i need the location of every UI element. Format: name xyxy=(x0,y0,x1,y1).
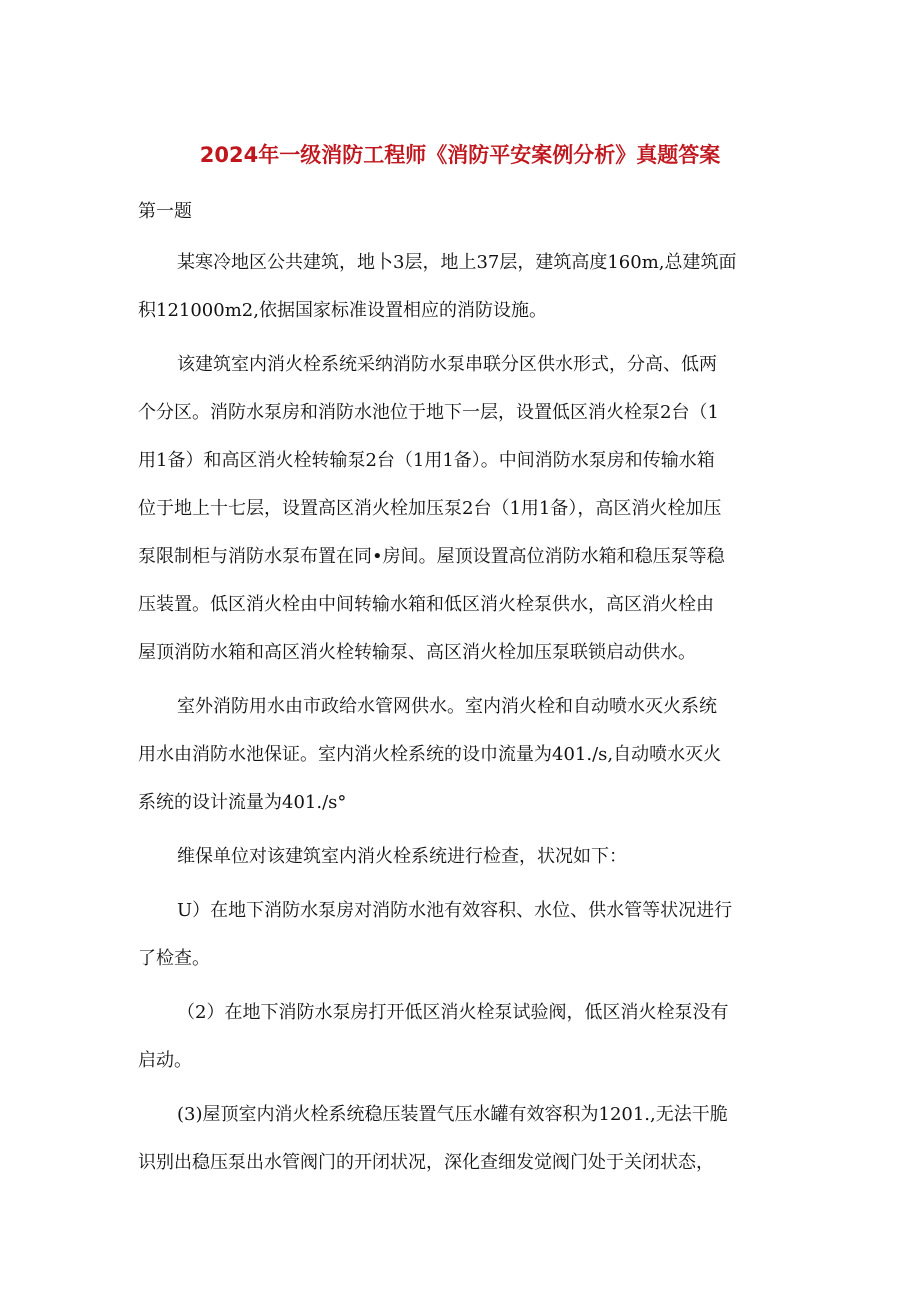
paragraph-2-line-3: 用1备）和高区消火栓转输泵2台（1用1备）。中间消防水泵房和传输水箱 xyxy=(138,450,715,471)
paragraph-5-line-2: 了检查。 xyxy=(138,948,210,969)
paragraph-3-line-2: 用水由消防水池保证。室内消火栓系统的设巾流量为401./s,自动喷水灭火 xyxy=(138,744,722,765)
paragraph-2-line-2: 个分区。消防水泵房和消防水池位于地下一层，设置低区消火栓泵2台（1 xyxy=(138,402,719,423)
section-heading: 第一题 xyxy=(138,201,192,222)
paragraph-3-line-1: 室外消防用水由市政给水管网供水。室内消火栓和自动喷水灭火系统 xyxy=(177,696,717,717)
paragraph-6-line-2: 启动。 xyxy=(138,1050,192,1071)
paragraph-5-line-1: U）在地下消防水泵房对消防水池有效容积、水位、供水管等状况进行 xyxy=(177,900,733,921)
paragraph-4-line-1: 维保单位对该建筑室内消火栓系统进行检查，状况如下： xyxy=(177,846,627,867)
paragraph-3-line-3: 系统的设计流量为401./s° xyxy=(138,792,347,813)
paragraph-7-line-2: 识别出稳压泵出水管阀门的开闭状况，深化查细发觉阀门处于关闭状态， xyxy=(138,1152,714,1173)
paragraph-1-line-2: 积121000m2,依据国家标准设置相应的消防设施。 xyxy=(138,300,547,321)
paragraph-7-line-1: (3)屋顶室内消火栓系统稳压装置气压水罐有效容积为1201.,无法干脆 xyxy=(177,1104,728,1125)
paragraph-6-line-1: （2）在地下消防水泵房打开低区消火栓泵试验阀，低区消火栓泵没有 xyxy=(177,1002,729,1023)
paragraph-2-line-7: 屋顶消防水箱和高区消火栓转输泵、高区消火栓加压泵联锁启动供水。 xyxy=(138,642,696,663)
document-title: 2024年一级消防工程师《消防平安案例分析》真题答案 xyxy=(199,143,721,167)
paragraph-2-line-5: 泵限制柜与消防水泵布置在同•房间。屋顶设置高位消防水箱和稳压泵等稳 xyxy=(138,546,725,567)
paragraph-1-line-1: 某寒冷地区公共建筑，地卜3层，地上37层，建筑高度160m,总建筑面 xyxy=(177,252,737,273)
paragraph-2-line-4: 位于地上十七层，设置高区消火栓加压泵2台（1用1备），高区消火栓加压 xyxy=(138,498,722,519)
paragraph-2-line-1: 该建筑室内消火栓系统采纳消防水泵串联分区供水形式，分高、低两 xyxy=(177,354,717,375)
paragraph-2-line-6: 压装置。低区消火栓由中间转输水箱和低区消火栓泵供水，高区消火栓由 xyxy=(138,594,714,615)
